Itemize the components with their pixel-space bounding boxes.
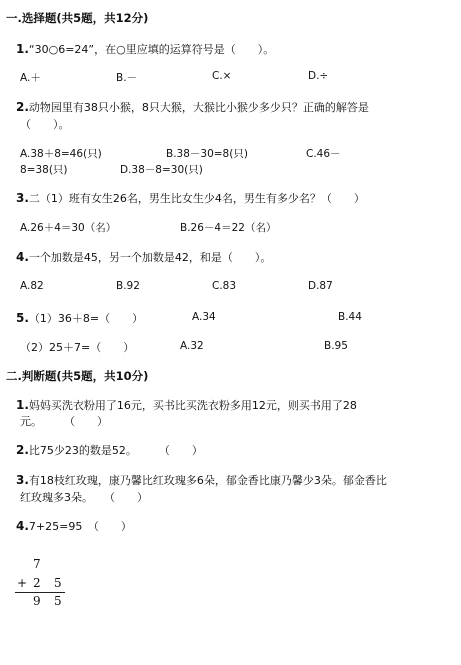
question-text: 妈妈买洗衣粉用了16元，买书比买洗衣粉多用12元，则买书用了28 <box>28 399 357 412</box>
option-c: C.46－ <box>306 148 341 160</box>
option-b: B.38－30=8(只) <box>166 148 248 160</box>
question-number: 1. <box>16 398 29 412</box>
addend-tens: 2 <box>33 576 41 590</box>
option-d: D.÷ <box>308 70 329 82</box>
sum-line <box>15 592 65 593</box>
option-a: A.38＋8=46(只) <box>20 148 102 160</box>
sum-ones: 5 <box>54 594 62 608</box>
judgement-1 <box>16 397 357 413</box>
option-a: A.32 <box>180 340 204 352</box>
addend-top: 7 <box>33 557 41 571</box>
option-b: B.44 <box>338 311 362 323</box>
section-title-judgement: 二.判断题(共5题，共10分) <box>6 369 149 383</box>
option-b: B.－ <box>116 72 138 84</box>
question-text: “30○6=24”，在○里应填的运算符号是（ ）。 <box>28 43 275 56</box>
option-c: C.× <box>212 70 232 82</box>
option-a: A.26＋4＝30（名） <box>20 222 117 234</box>
judgement-1-cont: 元。 （ ） <box>20 415 108 428</box>
option-a: A.82 <box>20 280 44 292</box>
option-b: B.92 <box>116 280 140 292</box>
question-number: 5. <box>16 311 29 325</box>
judgement-3 <box>16 472 387 488</box>
question-number: 1. <box>16 42 29 56</box>
question-text: 一个加数是45，另一个加数是42，和是（ ）。 <box>28 251 272 264</box>
option-a: A.＋ <box>20 72 41 84</box>
option-d: D.38－8=30(只) <box>120 164 203 176</box>
question-5-part-2: （2）25＋7=（ ） <box>20 341 135 354</box>
option-d: D.87 <box>308 280 333 292</box>
question-2 <box>16 99 369 115</box>
judgement-4 <box>16 518 132 534</box>
question-1 <box>16 41 274 57</box>
question-text: 二（1）班有女生26名，男生比女生少4名，男生有多少名？（ ） <box>28 192 365 205</box>
option-a: A.34 <box>192 311 216 323</box>
sum-tens: 9 <box>33 594 41 608</box>
question-number: 2. <box>16 443 29 457</box>
question-number: 4. <box>16 250 29 264</box>
question-number: 3. <box>16 473 29 487</box>
judgement-3-cont: 红玫瑰多3朵。 （ ） <box>20 491 148 504</box>
question-text: 7+25=95 （ ） <box>28 520 132 533</box>
addend-ones: 5 <box>54 576 62 590</box>
question-number: 4. <box>16 519 29 533</box>
question-number: 3. <box>16 191 29 205</box>
judgement-2 <box>16 442 203 458</box>
plus-sign: + <box>17 576 28 590</box>
question-text: 比75少23的数是52。 （ ） <box>28 444 203 457</box>
question-3 <box>16 190 365 206</box>
section-title-choice: 一.选择题(共5题，共12分) <box>6 11 149 25</box>
option-b: B.95 <box>324 340 348 352</box>
question-text: 有18枝红玫瑰，康乃馨比红玫瑰多6朵，郁金香比康乃馨少3朵。郁金香比 <box>28 474 387 487</box>
question-text: （1）36＋8=（ ） <box>28 312 144 325</box>
question-5-part-1 <box>16 310 143 326</box>
option-c-cont: 8=38(只) <box>20 164 68 176</box>
question-text: 动物园里有38只小猴，8只大猴，大猴比小猴少多少只？正确的解答是 <box>28 101 369 114</box>
option-b: B.26－4＝22（名） <box>180 222 277 234</box>
question-number: 2. <box>16 100 29 114</box>
question-4 <box>16 249 271 265</box>
option-c: C.83 <box>212 280 237 292</box>
question-2-blank: （ ）。 <box>20 118 70 131</box>
